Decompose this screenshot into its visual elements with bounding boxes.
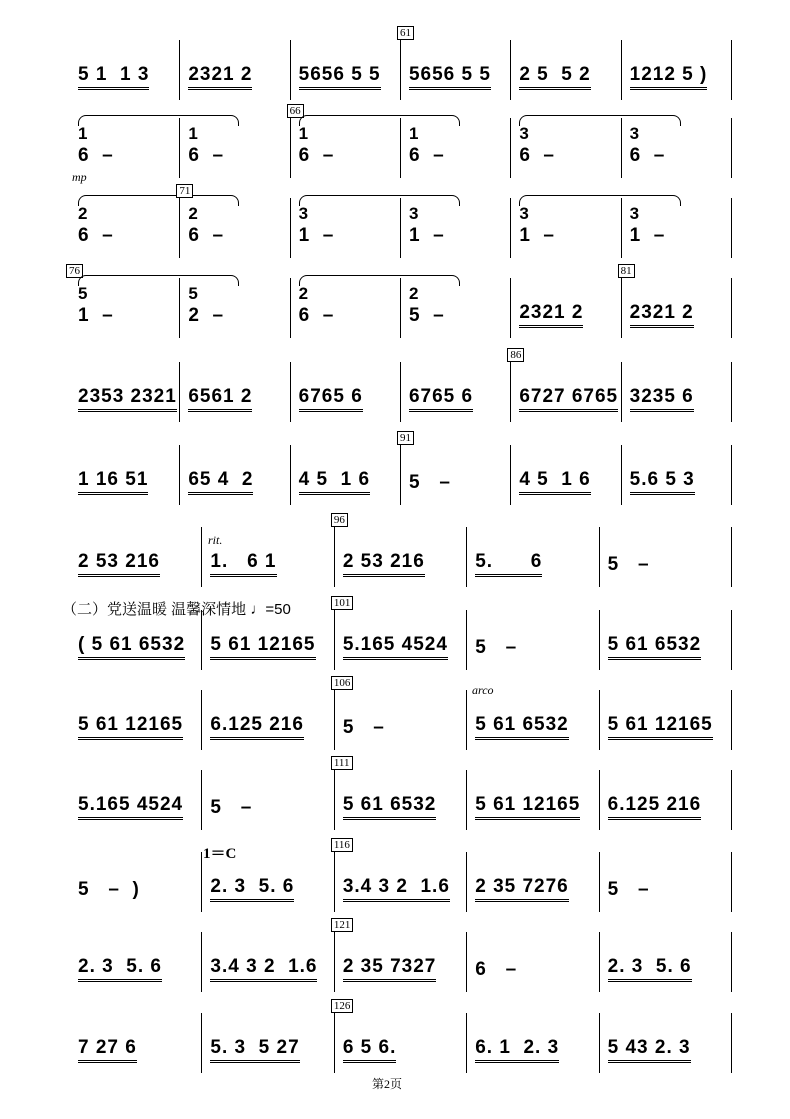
measure bbox=[291, 278, 401, 338]
notes: 6 – bbox=[188, 145, 225, 166]
notes: 5 – bbox=[607, 554, 650, 575]
score-line bbox=[70, 185, 732, 258]
notes: 5. 6 bbox=[475, 551, 542, 577]
measure bbox=[467, 610, 599, 670]
notes: 1 – bbox=[78, 305, 114, 326]
notes: 6.125 216 bbox=[608, 794, 702, 820]
measure bbox=[289, 105, 401, 178]
measure bbox=[511, 40, 621, 100]
notes: 4 5 1 6 bbox=[299, 469, 370, 495]
measure bbox=[600, 932, 732, 992]
rehearsal-marker: 121 bbox=[331, 918, 354, 932]
notes: 5.165 4524 bbox=[343, 634, 448, 660]
score-line bbox=[70, 432, 732, 505]
notes: 3.4 3 2 1.6 bbox=[210, 956, 317, 982]
rehearsal-marker: 71 bbox=[176, 184, 193, 198]
section-title-text: （二）党送温暖 温馨深情地 bbox=[62, 601, 247, 618]
expression-rit: rit. bbox=[208, 533, 223, 547]
measure bbox=[600, 770, 732, 830]
key-signature: 1＝C bbox=[203, 846, 237, 862]
notes: 6 – bbox=[78, 225, 114, 246]
notes: 1 – bbox=[629, 225, 666, 246]
upper-note: 3 bbox=[519, 204, 529, 223]
notes: 1 – bbox=[298, 225, 335, 246]
tempo-mark: ♩=50 bbox=[250, 601, 291, 618]
measure bbox=[70, 118, 180, 178]
notes: 2. 3 5. 6 bbox=[210, 876, 294, 902]
measure bbox=[70, 527, 202, 587]
measure bbox=[179, 185, 290, 258]
notes: ( 5 61 6532 bbox=[78, 634, 185, 660]
notes: 2353 2321 bbox=[78, 386, 177, 412]
measure bbox=[510, 349, 621, 422]
score-line bbox=[70, 839, 732, 912]
measure bbox=[467, 1013, 599, 1073]
upper-note: 3 bbox=[298, 204, 309, 223]
measure bbox=[291, 40, 401, 100]
measure bbox=[600, 690, 732, 750]
measure bbox=[291, 445, 401, 505]
score-line bbox=[70, 514, 732, 587]
measure bbox=[333, 677, 467, 750]
notes: 5 – bbox=[210, 797, 253, 818]
measure bbox=[333, 597, 467, 670]
upper-note: 2 bbox=[188, 204, 198, 223]
score-line bbox=[70, 1000, 732, 1073]
upper-note: 2 bbox=[298, 284, 309, 303]
measure bbox=[291, 198, 401, 258]
measure bbox=[70, 852, 202, 912]
upper-note: 3 bbox=[629, 204, 640, 223]
measure bbox=[467, 852, 599, 912]
notes: 5 1 1 3 bbox=[78, 64, 149, 90]
notes: 65 4 2 bbox=[188, 469, 253, 495]
page-number: 第2页 bbox=[372, 1077, 403, 1091]
measure bbox=[202, 1013, 334, 1073]
measure bbox=[333, 1000, 467, 1073]
notes: 5 – bbox=[607, 879, 650, 900]
score-line bbox=[70, 919, 732, 992]
notes: 5. 3 5 27 bbox=[210, 1037, 299, 1063]
notes: 5 61 12165 bbox=[475, 794, 580, 820]
measure bbox=[511, 278, 621, 338]
measure bbox=[70, 690, 202, 750]
measure bbox=[622, 198, 732, 258]
rehearsal-marker: 126 bbox=[331, 999, 354, 1013]
notes: 2. 3 5. 6 bbox=[78, 956, 162, 982]
upper-note: 1 bbox=[188, 124, 198, 143]
measure bbox=[401, 278, 511, 338]
expression-arco: arco bbox=[472, 683, 494, 697]
rehearsal-marker: 106 bbox=[331, 676, 354, 690]
measure bbox=[70, 362, 180, 422]
notes: 6 – bbox=[475, 959, 518, 980]
measure bbox=[467, 527, 599, 587]
notes: 2 53 216 bbox=[343, 551, 425, 577]
notes: 1212 5 ) bbox=[630, 64, 708, 90]
score-line bbox=[70, 27, 732, 100]
upper-note: 1 bbox=[78, 124, 88, 143]
notes: 2. 3 5. 6 bbox=[608, 956, 692, 982]
notes: 5 – bbox=[408, 472, 451, 493]
measure bbox=[467, 690, 599, 750]
notes: 6765 6 bbox=[409, 386, 473, 412]
notes: 1 16 51 bbox=[78, 469, 148, 495]
measure bbox=[70, 198, 180, 258]
measure bbox=[180, 278, 290, 338]
notes: 5656 5 5 bbox=[409, 64, 491, 90]
measure bbox=[600, 852, 732, 912]
notes: 1 – bbox=[408, 225, 445, 246]
measure bbox=[600, 1013, 732, 1073]
notes: 1 – bbox=[519, 225, 556, 246]
measure bbox=[622, 362, 732, 422]
notes: 5.165 4524 bbox=[78, 794, 183, 820]
notes: 5 61 6532 bbox=[475, 714, 569, 740]
measure bbox=[70, 932, 202, 992]
notes: 5 – bbox=[408, 305, 445, 326]
measure bbox=[511, 445, 621, 505]
notes: 5 61 6532 bbox=[608, 634, 702, 660]
notes: 2 – bbox=[188, 305, 225, 326]
measure bbox=[620, 265, 732, 338]
measure bbox=[333, 839, 467, 912]
upper-note: 3 bbox=[519, 124, 529, 143]
upper-note: 2 bbox=[408, 284, 419, 303]
measure bbox=[622, 118, 732, 178]
measure bbox=[399, 432, 511, 505]
upper-note: 3 bbox=[408, 204, 419, 223]
rehearsal-marker: 116 bbox=[331, 838, 353, 852]
measure bbox=[70, 770, 202, 830]
measure bbox=[202, 610, 334, 670]
measure bbox=[622, 40, 732, 100]
measure bbox=[511, 118, 621, 178]
upper-note: 1 bbox=[298, 124, 309, 143]
score-line bbox=[70, 349, 732, 422]
notes: 2321 2 bbox=[188, 64, 252, 90]
notes: 3235 6 bbox=[630, 386, 694, 412]
notes: 5 61 12165 bbox=[78, 714, 183, 740]
notes: 5 61 6532 bbox=[343, 794, 437, 820]
measure bbox=[622, 445, 732, 505]
upper-note: 3 bbox=[629, 124, 640, 143]
upper-note: 2 bbox=[78, 204, 88, 223]
notes: 6727 6765 bbox=[519, 386, 618, 412]
measure bbox=[180, 445, 290, 505]
notes: 4 5 1 6 bbox=[519, 469, 590, 495]
dynamic-mp: mp bbox=[72, 170, 87, 184]
measure bbox=[600, 527, 732, 587]
measure bbox=[600, 610, 732, 670]
score-line bbox=[70, 105, 732, 178]
rehearsal-marker: 101 bbox=[331, 596, 354, 610]
notes: 6 – bbox=[298, 305, 335, 326]
notes: 5 – bbox=[342, 717, 385, 738]
notes: 2 5 5 2 bbox=[519, 64, 590, 90]
notes: 5.6 5 3 bbox=[630, 469, 695, 495]
notes: 5 61 12165 bbox=[608, 714, 713, 740]
measure bbox=[467, 932, 599, 992]
measure bbox=[333, 514, 467, 587]
rehearsal-marker: 61 bbox=[397, 26, 414, 40]
notes: 1. 6 1 bbox=[210, 551, 276, 577]
rehearsal-marker: 86 bbox=[507, 348, 524, 362]
rehearsal-marker: 76 bbox=[66, 264, 83, 278]
notes: 6 – bbox=[78, 145, 114, 166]
measure bbox=[70, 40, 180, 100]
measure bbox=[511, 198, 621, 258]
notes: 2 53 216 bbox=[78, 551, 160, 577]
measure bbox=[399, 27, 511, 100]
notes: 6 – bbox=[408, 145, 445, 166]
measure bbox=[180, 118, 290, 178]
notes: 6.125 216 bbox=[210, 714, 304, 740]
notes: 6561 2 bbox=[188, 386, 252, 412]
rehearsal-marker: 66 bbox=[287, 104, 304, 118]
rehearsal-marker: 96 bbox=[331, 513, 348, 527]
measure bbox=[202, 932, 334, 992]
rehearsal-marker: 81 bbox=[618, 264, 635, 278]
measure bbox=[180, 362, 290, 422]
measure bbox=[202, 770, 334, 830]
measure bbox=[291, 362, 401, 422]
notes: 2 35 7327 bbox=[343, 956, 437, 982]
upper-note: 5 bbox=[78, 284, 88, 303]
measure bbox=[69, 265, 180, 338]
notes: 3.4 3 2 1.6 bbox=[343, 876, 450, 902]
measure bbox=[70, 610, 202, 670]
measure bbox=[401, 118, 511, 178]
upper-note: 1 bbox=[408, 124, 419, 143]
notes: 6 – bbox=[188, 225, 225, 246]
measure bbox=[70, 1013, 202, 1073]
notes: 5656 5 5 bbox=[299, 64, 381, 90]
notes: 6 – bbox=[519, 145, 556, 166]
notes: 2321 2 bbox=[630, 302, 694, 328]
notes: 5 – bbox=[475, 637, 518, 658]
notes: 6765 6 bbox=[299, 386, 363, 412]
notes: 5 – ) bbox=[78, 879, 140, 900]
notes: 2321 2 bbox=[519, 302, 583, 328]
measure bbox=[202, 690, 334, 750]
measure bbox=[333, 757, 467, 830]
score-line bbox=[70, 677, 732, 750]
measure bbox=[401, 362, 511, 422]
upper-note: 5 bbox=[188, 284, 198, 303]
notes: 7 27 6 bbox=[78, 1037, 137, 1063]
measure bbox=[70, 445, 180, 505]
measure bbox=[180, 40, 290, 100]
section-title bbox=[62, 598, 291, 619]
notes: 6 – bbox=[298, 145, 335, 166]
rehearsal-marker: 111 bbox=[331, 756, 353, 770]
score-line bbox=[69, 265, 732, 338]
notes: 5 61 12165 bbox=[210, 634, 315, 660]
measure bbox=[401, 198, 511, 258]
notes: 2 35 7276 bbox=[475, 876, 569, 902]
notes: 6 5 6. bbox=[343, 1037, 397, 1063]
rehearsal-marker: 91 bbox=[397, 431, 414, 445]
notes: 6. 1 2. 3 bbox=[475, 1037, 559, 1063]
measure bbox=[467, 770, 599, 830]
score-line bbox=[70, 757, 732, 830]
notes: 5 43 2. 3 bbox=[608, 1037, 691, 1063]
measure bbox=[333, 919, 467, 992]
notes: 6 – bbox=[629, 145, 666, 166]
